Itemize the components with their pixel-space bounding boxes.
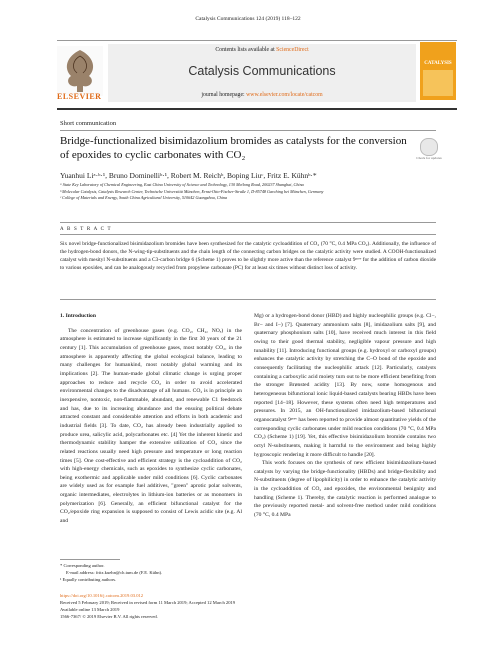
paragraph: The concentration of greenhouse gases (e.g. CO₂, CH₄, NOₓ) in the atmosphere is estimated to increase significantly in the first 30 years of the 21 century [1]. This accumulation of greenhouse gases, most notably CO₂, in the atmosphere is apparently affecting the global ecological balance, leading to many challenges for humankind, most notably global warming and its implications [2]. The human-made global climatic change is urging proper approaches to reduce and recycle CO₂ in order to avoid accelerated environmental changes to the disadvantage of all humans. CO₂ is in principle an inexpensive, nontoxic, non-flammable, abundant, and renewable C1 feedstock and has, due to its increasing abundance and the ensuing political debate attracted constant and considerable attention and efforts in both academic and industrial fields [3]. To date, CO₂ has already been industrially applied to produce urea, salicylic acid, polycarbonates etc. [4] Yet the inherent kinetic and thermodynamic stability hamper the extensive utilization of CO₂ since the related reactions usually need high pressure and temperature or long reaction times [5]. One cost-effective and efficient strategy is the cycloaddition of CO₂ with high-energy chemicals, such as epoxides to synthesize cyclic carbonates, being exothermic and applicable under mild conditions [6]. Cyclic carbonates are widely used as for example fuel additives, "green" aprotic polar solvents, organic intermediates, electrolytes in lithium-ion batteries or as monomers in polymerization [6]. Generally, an efficient bifunctional catalyst for the CO₂/epoxide ring expansion is supposed to consist of Lewis acidic site (e.g. Al and: [60, 327, 242, 525]
footnotes: [60, 562, 250, 583]
footnote-rule: [60, 559, 120, 560]
journal-title: Catalysis Communications: [188, 64, 336, 78]
issn-copyright: 1566-7367/ © 2019 Elsevier B.V. All rights reserved.: [60, 614, 158, 620]
abstract-heading: A B S T R A C T: [60, 227, 112, 232]
author-list: Yuanhui Liᵃ·ᵇ·¹, Bruno Dominelliᵇ·¹, Robert M. Reichᵇ, Boping Liuᶜ, Fritz E. Kühnᵇ·*: [60, 171, 317, 180]
cover-illustration: [423, 70, 453, 96]
publication-info: [60, 592, 360, 620]
running-head: Catalysis Communications 124 (2019) 118–122: [195, 16, 301, 22]
body-column-right: [254, 312, 436, 520]
equal-contribution-note: ¹ Equally contributing authors.: [60, 577, 117, 583]
doi-link[interactable]: https://doi.org/10.1016/j.catcom.2019.03.012: [60, 593, 144, 598]
affiliation-a: ᵃ State Key Laboratory of Chemical Engineering, East China University of Science and Technology, 130 Meilong Road, 200237 Shanghai, China: [60, 182, 304, 187]
affiliation-c: ᶜ College of Materials and Energy, South China Agricultural University, 510642 Guangzhou, China: [60, 195, 228, 200]
publisher-name: ELSEVIER: [57, 92, 102, 101]
crossmark-label: Check for updates: [416, 156, 442, 160]
homepage-line: [108, 92, 416, 98]
available-online: Available online 13 March 2019: [60, 607, 120, 613]
abstract-heading-rule: [60, 234, 436, 235]
affiliation-b: ᵇ Molecular Catalysis, Catalysis Research Center, Technische Universität München, Ernst-Otto-Fischer-Straße 1, D-85748 Garching bei München, Germany: [60, 188, 324, 194]
homepage-link[interactable]: www.elsevier.com/locate/catcom: [246, 92, 323, 98]
contents-prefix: Contents lists available at: [215, 47, 277, 53]
sciencedirect-link[interactable]: ScienceDirect: [276, 47, 309, 53]
paragraph: Mg) or a hydrogen-bond donor (HBD) and highly nucleophilic groups (e.g. Cl−, Br− and I−) [7]. Quaternary ammonium salts [8], imidazolium salts [9], and quaternary phosphonium salts [10], have received much interest in this field owing to their good thermal stability, negligible vapour pressure and high tunability [11]. Introducing functional groups (e.g. hydroxyl or carboxyl groups) enhances the catalytic activity by stretching the C–O bond of the epoxide and consequently facilitating the nucleophilic attack [12]. Particularly, catalysts containing a carboxylic acid moiety turn out to be more efficient benefiting from the stronger Brønsted acidity [13]. By now, some homogenous and heterogeneous bifunctional ionic liquid-based catalysts bearing HBDs have been reported [14–18]. However, these systems often need high temperatures and pressures. In 2015, an OH-functionalized imidazolium-based bifunctional organocatalyst 9ᵖʳᵉᵛ has been reported to provide almost quantitative yields of the corresponding cyclic carbonates under mild reaction conditions (70 °C, 0.4 MPa CO₂) (Scheme 1) [19]. Yet, this effective bisimidazolium bromide contains two octyl N-substituents, making it harmful to the environment and being highly hygroscopic rendering it more difficult to handle [20].: [254, 313, 436, 458]
affiliations: [60, 182, 440, 202]
header-bottom-rule: [57, 108, 457, 110]
crossmark-icon[interactable]: [420, 138, 438, 156]
body-column-left: [60, 312, 242, 526]
email-note: E-mail address: fritz.kuehn@ch.tum.de (F.E. Kühn).: [66, 570, 163, 576]
received-dates: Received 5 February 2019; Received in revised form 11 March 2019; Accepted 12 March 2019: [60, 600, 236, 606]
abstract-top-rule: [60, 222, 436, 223]
section-heading-introduction: 1. Introduction: [60, 313, 96, 319]
contents-line: [108, 47, 416, 53]
header-top-rule: [57, 40, 457, 41]
cover-title: CATALYSIS: [424, 61, 452, 66]
homepage-prefix: journal homepage:: [201, 92, 247, 98]
article-type: Short communication: [60, 120, 117, 127]
corresponding-author-note: * Corresponding author.: [60, 563, 105, 568]
abstract-bottom-rule: [60, 299, 436, 300]
paragraph: This work focuses on the synthesis of new efficient bisimidazolium-based catalysts by varying the bridge-functionality (HBDs) and bridge-flexibility and N-substituents (degree of lipophilicity) in order to enhance the catalytic activity in the cycloaddition of CO₂ and epoxides, the environmental benignity and handling (Scheme 1). Thereby, the catalytic reaction is performed analogue to the previously reported metal- and solvent-free method under mild conditions (70 °C, 0.4 MPa: [254, 460, 436, 519]
abstract-text: Six novel bridge-functionalized bisimidazolium bromides have been synthesized for the catalytic cycloaddition of CO₂ (70 °C, 0.4 MPa CO₂). Additionally, the influence of the hydrogen-bond donors, the N-wing-tip-substituents and the chain length of the connecting carbon bridges on the catalytic activity were studied. A COOH-functionalized catalyst with mesityl N-substituents and a C3-carbon bridge 6 (Scheme 1) proves to be slightly more active than the reference catalyst 9ᵖʳᵉᵛ for the addition of carbon dioxide to various epoxides, and can be analogously recycled from propylene carbonate (PC) for at least six times without distinct loss of activity.: [60, 241, 436, 272]
section-rule: [60, 130, 436, 131]
article-title: Bridge-functionalized bisimidazolium bromides as catalysts for the conversion of epoxides to cyclic carbonates with CO₂: [60, 135, 407, 161]
